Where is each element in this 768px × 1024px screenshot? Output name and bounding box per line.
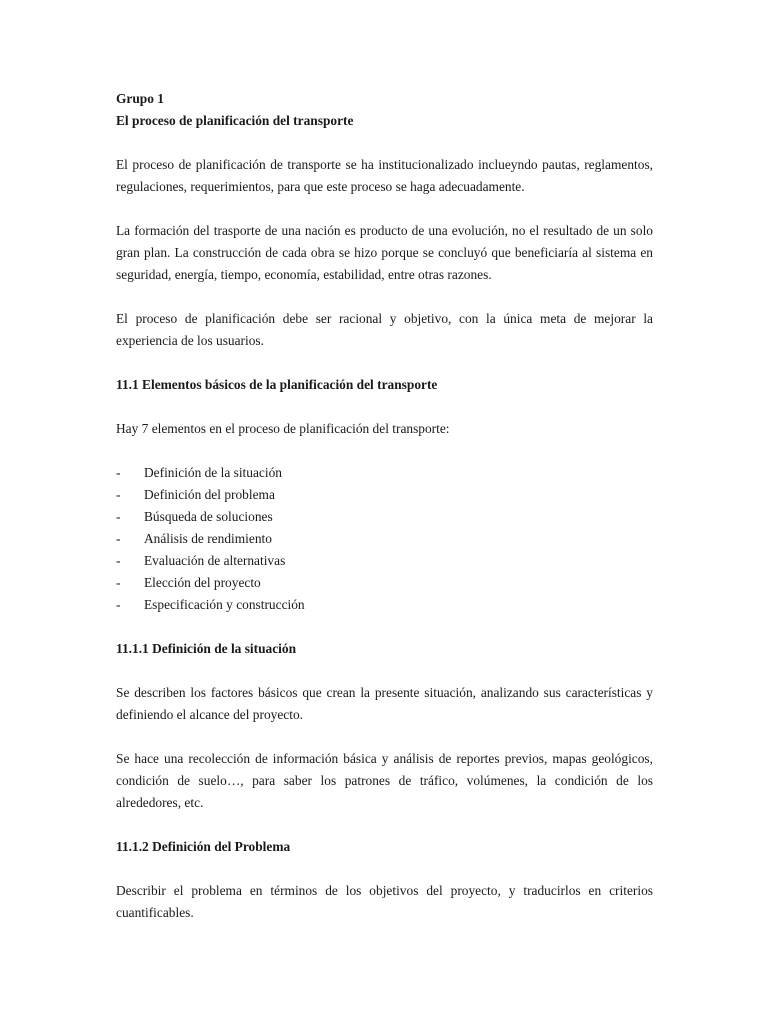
list-item [116, 484, 653, 506]
section-heading-11-1-1: 11.1.1 Definición de la situación [116, 641, 297, 656]
intro-paragraph-2: La formación del trasporte de una nación es producto de una evolución, no el resultado de un solo gran plan. La construcción de cada obra se hizo porque se concluyó que beneficiaría al sistema en seguridad, energía, tiempo, economía, estabilidad, entre otras razones. [116, 223, 653, 282]
list-item [116, 572, 653, 594]
bullet-dash: - [116, 575, 121, 590]
document-header [116, 88, 653, 132]
list-item [116, 506, 653, 528]
elements-list [116, 462, 653, 616]
list-item-text: Evaluación de alternativas [144, 553, 286, 568]
list-item [116, 550, 653, 572]
list-item-text: Búsqueda de soluciones [144, 509, 273, 524]
list-item-text: Definición del problema [144, 487, 275, 502]
bullet-dash: - [116, 487, 121, 502]
list-item [116, 528, 653, 550]
section-heading-11-1: 11.1 Elementos básicos de la planificación del transporte [116, 377, 438, 392]
list-item [116, 462, 653, 484]
group-label: Grupo 1 [116, 91, 164, 106]
bullet-dash: - [116, 553, 121, 568]
intro-paragraph-3: El proceso de planificación debe ser racional y objetivo, con la única meta de mejorar la experiencia de los usuarios. [116, 311, 653, 348]
list-item-text: Especificación y construcción [144, 597, 305, 612]
bullet-dash: - [116, 465, 121, 480]
section-1-intro: Hay 7 elementos en el proceso de planificación del transporte: [116, 421, 450, 436]
bullet-dash: - [116, 509, 121, 524]
document-page [116, 88, 653, 946]
list-item [116, 594, 653, 616]
list-item-text: Definición de la situación [144, 465, 282, 480]
list-item-text: Análisis de rendimiento [144, 531, 272, 546]
bullet-dash: - [116, 531, 121, 546]
list-item-text: Elección del proyecto [144, 575, 261, 590]
intro-paragraph-1: El proceso de planificación de transporte se ha institucionalizado inclueyndo pautas, reglamentos, regulaciones, requerimientos, para que este proceso se haga adecuadamente. [116, 157, 653, 194]
document-title: El proceso de planificación del transporte [116, 113, 354, 128]
bullet-dash: - [116, 597, 121, 612]
section-heading-11-1-2: 11.1.2 Definición del Problema [116, 839, 291, 854]
section-3-paragraph-1: Describir el problema en términos de los objetivos del proyecto, y traducirlos en criterios cuantificables. [116, 883, 653, 920]
section-2-paragraph-1: Se describen los factores básicos que crean la presente situación, analizando sus características y definiendo el alcance del proyecto. [116, 685, 653, 722]
section-2-paragraph-2: Se hace una recolección de información básica y análisis de reportes previos, mapas geológicos, condición de suelo…, para saber los patrones de tráfico, volúmenes, la condición de los alrededores, etc. [116, 751, 653, 810]
